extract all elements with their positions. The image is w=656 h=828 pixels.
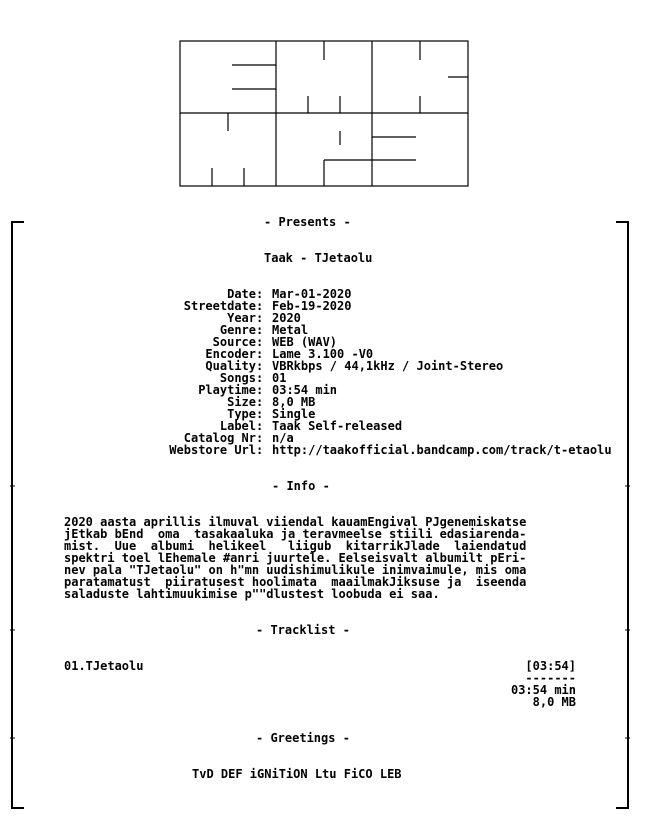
detail-value: 01: [272, 371, 287, 385]
detail-separator: :: [256, 287, 264, 301]
detail-value: Feb-19-2020: [272, 299, 352, 313]
detail-label: Genre: [219, 323, 256, 337]
detail-value: Taak Self-released: [272, 419, 403, 433]
detail-value: Single: [272, 407, 316, 421]
total-size: 8,0 MB: [532, 695, 576, 709]
detail-value: 2020: [272, 311, 301, 325]
detail-separator: :: [256, 407, 264, 421]
total-time: 03:54 min: [510, 683, 576, 697]
detail-separator: :: [256, 383, 264, 397]
detail-value: n/a: [272, 431, 294, 445]
detail-value: Lame 3.100 -V0: [272, 347, 374, 361]
info-header: - Info -: [272, 479, 330, 493]
detail-label: Playtime: [198, 383, 256, 397]
detail-label: Catalog Nr: [183, 431, 256, 445]
detail-separator: :: [256, 443, 264, 457]
track-name: 01.TJetaolu: [64, 659, 144, 673]
detail-label: Size: [227, 395, 256, 409]
tracklist-header: - Tracklist -: [256, 623, 350, 637]
detail-separator: :: [256, 419, 264, 433]
detail-label: Streetdate: [183, 299, 256, 313]
detail-label: Type: [227, 407, 256, 421]
detail-label: Date: [227, 287, 256, 301]
greetings-header: - Greetings -: [256, 731, 350, 745]
detail-separator: :: [256, 299, 264, 313]
info-line: 2020 aasta aprillis ilmuval viiendal kauamEngival PJgenemiskatse: [64, 515, 527, 529]
detail-value: WEB (WAV): [272, 335, 338, 349]
info-line: jEtkab bEnd oma tasakaaluka ja teravmeelse stiili edasiarenda-: [64, 527, 527, 541]
info-line: paratamatust piiratusest hoolimata maailmakJiksuse ja iseenda: [64, 575, 527, 589]
detail-label: Webstore Url: [169, 443, 256, 457]
info-line: nev pala "TJetaolu" on h"mn uudishimulikule inimvaimule, mis oma: [64, 563, 527, 577]
detail-value: 03:54 min: [272, 383, 338, 397]
detail-separator: :: [256, 323, 264, 337]
detail-separator: :: [256, 431, 264, 445]
greetings-text: TvD DEF iGNiTiON Ltu FiCO LEB: [192, 767, 402, 781]
detail-label: Label: [219, 419, 256, 433]
info-line: saladuste lahtimuukimise p""dlustest loobuda ei saa.: [64, 587, 440, 601]
detail-label: Source: [212, 335, 256, 349]
detail-separator: :: [256, 347, 264, 361]
detail-label: Encoder: [205, 347, 256, 361]
detail-separator: :: [256, 359, 264, 373]
release-title: Taak - TJetaolu: [264, 251, 373, 265]
total-rule: -------: [525, 671, 576, 685]
detail-label: Quality: [205, 359, 256, 373]
detail-label: Year: [227, 311, 256, 325]
detail-separator: :: [256, 395, 264, 409]
webstore-url-link[interactable]: http://taakofficial.bandcamp.com/track/t-etaolu: [272, 443, 612, 457]
detail-value: Mar-01-2020: [272, 287, 352, 301]
detail-label: Songs: [219, 371, 256, 385]
detail-value: VBRkbps / 44,1kHz / Joint-Stereo: [272, 359, 504, 373]
detail-separator: :: [256, 335, 264, 349]
presents-header: - Presents -: [264, 215, 351, 229]
detail-value: 8,0 MB: [272, 395, 316, 409]
detail-value: Metal: [272, 323, 309, 337]
info-line: spektri toel lEhemale #anri juurtele. Eelseisvalt albumilt pEri-: [64, 551, 527, 565]
group-logo: [0, 0, 656, 200]
detail-separator: :: [256, 311, 264, 325]
track-time: [03:54]: [525, 659, 576, 673]
detail-separator: :: [256, 371, 264, 385]
info-line: mist. Uue albumi helikeel liigub kitarrikJlade laiendatud: [64, 539, 527, 553]
